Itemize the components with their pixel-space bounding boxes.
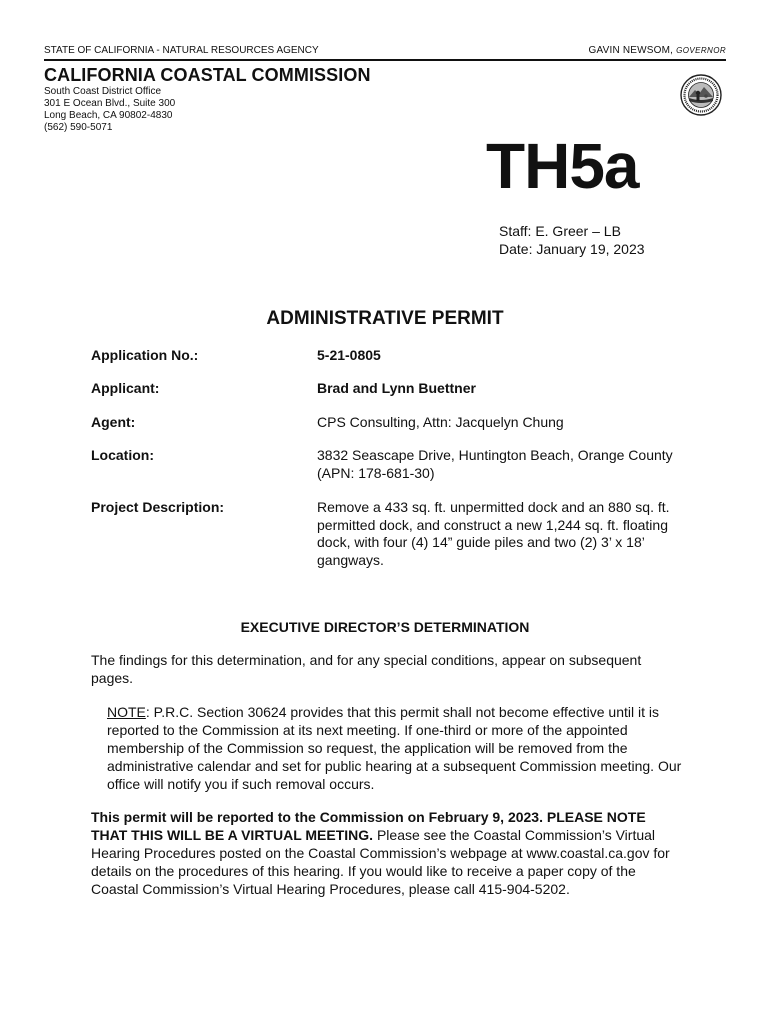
report-paragraph bbox=[91, 808, 671, 898]
governor-name: GAVIN NEWSOM, bbox=[588, 45, 674, 56]
report-bold-text: This permit will be reported to the Commission on February 9, 2023. PLEASE NOTE THAT THIS WILL BE A VIRTUAL MEETING. bbox=[91, 809, 646, 843]
california-state-seal-icon bbox=[680, 74, 722, 116]
agency-name: STATE OF CALIFORNIA - NATURAL RESOURCES AGENCY bbox=[44, 45, 319, 56]
field-label: Agent: bbox=[91, 414, 136, 430]
note-paragraph bbox=[107, 703, 687, 793]
field-label: Project Description: bbox=[91, 499, 225, 515]
commission-name: CALIFORNIA COASTAL COMMISSION bbox=[44, 65, 371, 85]
report-text: Please see the Coastal Commission’s Virtual Hearing Procedures posted on the Coastal Commission’s webpage at www.coastal.ca.gov for details on the procedures of this hearing. If you would like to receive a paper copy of the Coastal Commission’s Virtual Hearing Procedures, please call 415-904-5202. bbox=[91, 827, 670, 897]
staff-line: Staff: E. Greer – LB bbox=[499, 223, 621, 239]
letterhead-rule bbox=[44, 59, 726, 61]
field-value: Brad and Lynn Buettner bbox=[317, 380, 476, 396]
field-value: 5-21-0805 bbox=[317, 347, 381, 363]
address-line: South Coast District Office bbox=[44, 86, 162, 97]
field-value: 3832 Seascape Drive, Huntington Beach, Orange County (APN: 178-681-30) bbox=[317, 447, 673, 481]
field-label: Location: bbox=[91, 447, 154, 463]
permit-title: ADMINISTRATIVE PERMIT bbox=[266, 308, 504, 329]
office-address bbox=[44, 86, 175, 134]
agenda-item-number: TH5a bbox=[486, 130, 639, 202]
governor-title: GOVERNOR bbox=[676, 46, 726, 55]
field-value: CPS Consulting, Attn: Jacquelyn Chung bbox=[317, 414, 564, 430]
governor-line bbox=[588, 45, 726, 56]
staff-block bbox=[499, 222, 645, 258]
address-line: 301 E Ocean Blvd., Suite 300 bbox=[44, 98, 176, 109]
field-value: Remove a 433 sq. ft. unpermitted dock and an 880 sq. ft. permitted dock, and construct a new 1,244 sq. ft. floating dock, with four (4) 14” guide piles and two (2) 3’ x 18’ gangways. bbox=[317, 499, 670, 568]
findings-paragraph: The findings for this determination, and for any special conditions, appear on subsequent pages. bbox=[91, 652, 642, 686]
address-line: (562) 590-5071 bbox=[44, 122, 113, 133]
field-label: Applicant: bbox=[91, 380, 160, 396]
executive-director-heading: EXECUTIVE DIRECTOR’S DETERMINATION bbox=[240, 619, 530, 635]
address-line: Long Beach, CA 90802-4830 bbox=[44, 110, 173, 121]
field-label: Application No.: bbox=[91, 347, 199, 363]
note-label: NOTE bbox=[107, 704, 146, 720]
note-text: : P.R.C. Section 30624 provides that this permit shall not become effective until it is reported to the Commission at its next meeting. If one-third or more of the appointed membership of the Commission so request, the application will be removed from the administrative calendar and set for public hearing at a subsequent Commission meeting. Our office will notify you if such removal occurs. bbox=[107, 704, 682, 792]
date-line: Date: January 19, 2023 bbox=[499, 241, 645, 257]
